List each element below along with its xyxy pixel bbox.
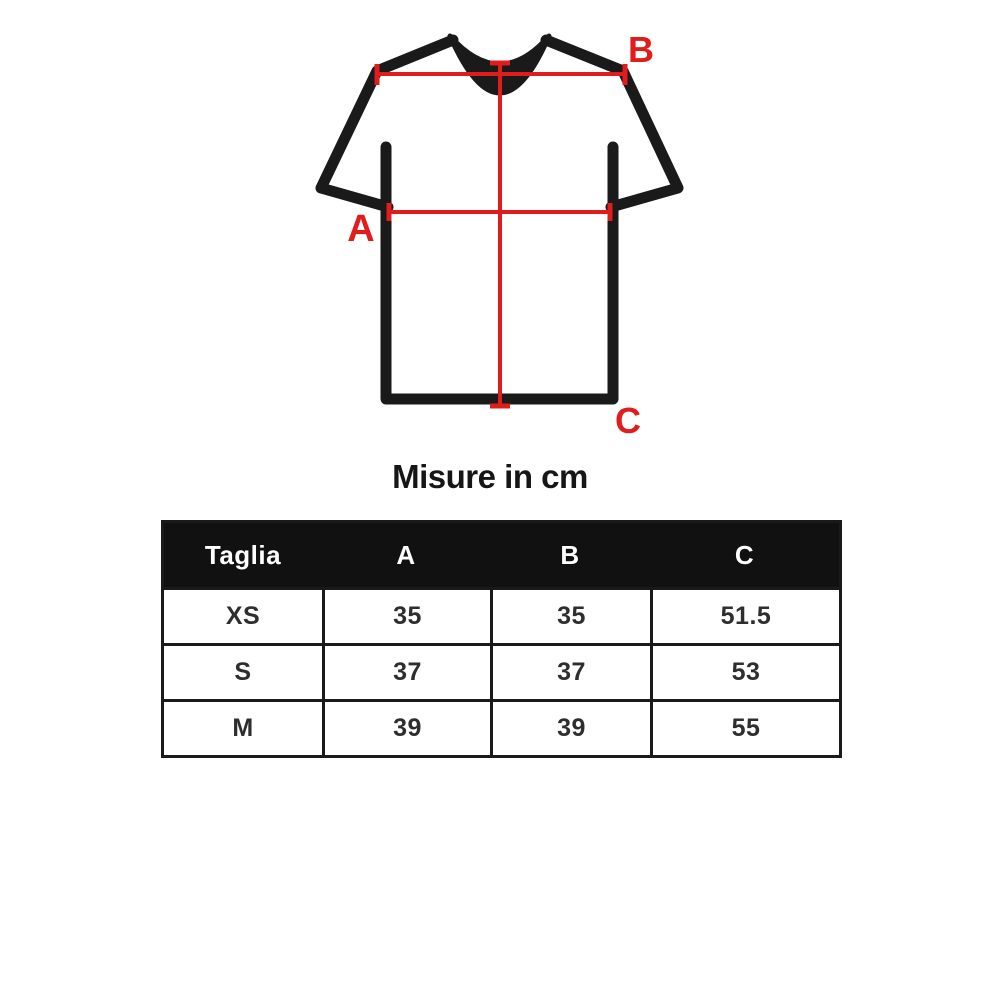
cell-c-value: 55	[650, 702, 839, 755]
header-cell-b: B	[560, 539, 580, 570]
table-row-m	[164, 699, 839, 755]
measure-label-a: A	[347, 208, 375, 250]
size-table-body	[164, 587, 839, 755]
cell-a-value: 35	[322, 590, 490, 643]
table-row-xs	[164, 587, 839, 643]
cell-size: S	[234, 658, 252, 686]
tshirt-diagram	[0, 0, 1000, 470]
cell-size: XS	[225, 602, 261, 630]
measure-lines	[377, 63, 625, 406]
size-table	[161, 520, 842, 758]
cell-c-value: 51.5	[650, 590, 839, 643]
table-row-s	[164, 643, 839, 699]
cell-b-value: 39	[490, 702, 650, 755]
cell-a-value: 37	[322, 646, 490, 699]
cell-b-value: 35	[490, 590, 650, 643]
cell-c-value: 53	[650, 646, 839, 699]
cell-size: M	[232, 714, 254, 742]
measure-line-c	[490, 63, 510, 406]
cell-a-value: 39	[322, 702, 490, 755]
header-cell-c: C	[734, 539, 755, 570]
measure-label-c: C	[615, 400, 641, 441]
cell-b-value: 37	[490, 646, 650, 699]
header-cell-a: A	[396, 539, 416, 570]
measure-label-b: B	[628, 29, 654, 70]
header-cell-taglia: Taglia	[204, 539, 282, 570]
size-table-header	[164, 523, 839, 587]
page-title: Misure in cm	[392, 458, 588, 495]
